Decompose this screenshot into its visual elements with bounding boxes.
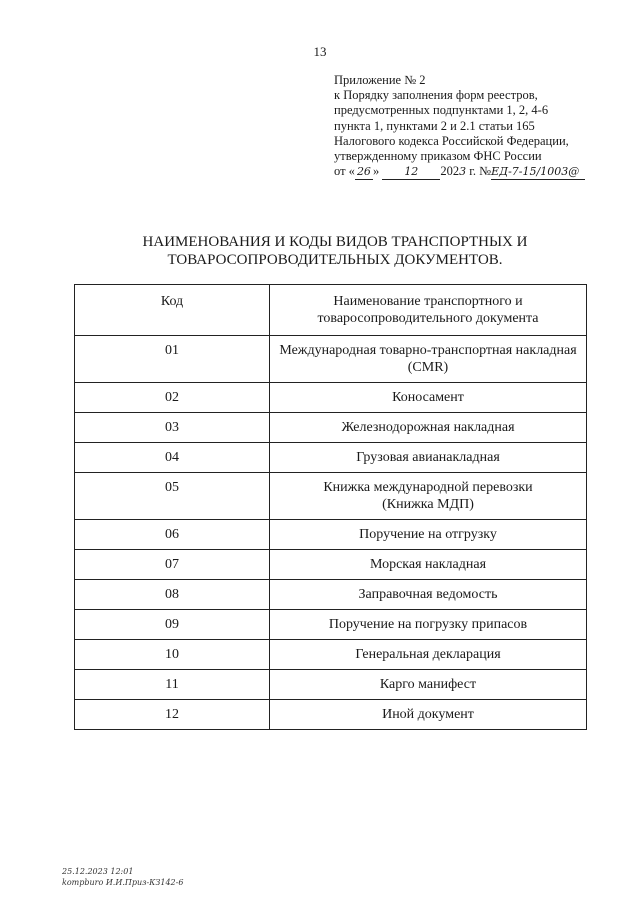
row-name	[270, 336, 587, 383]
appendix-date-line	[334, 164, 634, 180]
row-name-line-2: (CMR)	[407, 360, 449, 375]
title-line-1: НАИМЕНОВАНИЯ И КОДЫ ВИДОВ ТРАНСПОРТНЫХ И	[142, 234, 528, 250]
day-suffix: »	[372, 164, 380, 179]
row-name-line-1: Международная товарно-транспортная накладная	[279, 343, 577, 358]
row-name: Коносамент	[270, 383, 587, 413]
appendix-line-4: пункта 1, пунктами 2 и 2.1 статьи 165	[334, 118, 535, 133]
table-row	[75, 700, 587, 730]
appendix-block	[334, 73, 634, 180]
row-code: 10	[75, 640, 270, 670]
handwritten-year-digit: 3	[459, 165, 467, 179]
row-code: 04	[75, 443, 270, 473]
document-codes-table	[74, 284, 587, 730]
table-row	[75, 640, 587, 670]
row-name: Грузовая авианакладная	[270, 443, 587, 473]
row-code: 06	[75, 520, 270, 550]
row-name-line-2: (Книжка МДП)	[382, 497, 474, 512]
header-name	[270, 285, 587, 336]
header-code: Код	[75, 285, 270, 336]
table-header-row	[75, 285, 587, 336]
appendix-line-2: к Порядку заполнения форм реестров,	[334, 88, 538, 103]
table-row	[75, 670, 587, 700]
row-code: 11	[75, 670, 270, 700]
row-name: Заправочная ведомость	[270, 580, 587, 610]
table-row	[75, 336, 587, 383]
page-number: 13	[313, 44, 327, 59]
row-code: 01	[75, 336, 270, 383]
header-name-line-1: Наименование транспортного и	[333, 294, 523, 309]
footer-reference: kompburo И.И.Приз-КЗ142-6	[62, 878, 184, 887]
row-code: 03	[75, 413, 270, 443]
number-prefix: г. №	[466, 164, 492, 179]
row-name: Карго манифест	[270, 670, 587, 700]
row-name: Иной документ	[270, 700, 587, 730]
row-name: Железнодорожная накладная	[270, 413, 587, 443]
row-code: 07	[75, 550, 270, 580]
row-name: Поручение на отгрузку	[270, 520, 587, 550]
header-name-line-2: товаросопроводительного документа	[317, 311, 539, 326]
row-code: 02	[75, 383, 270, 413]
row-code: 09	[75, 610, 270, 640]
date-prefix: от «	[334, 164, 355, 179]
row-name-line-1: Книжка международной перевозки	[323, 480, 533, 495]
handwritten-month: 12	[382, 164, 440, 180]
row-code: 05	[75, 473, 270, 520]
appendix-line-3: предусмотренных подпунктами 1, 2, 4-6	[334, 103, 549, 118]
row-code: 08	[75, 580, 270, 610]
table-row	[75, 473, 587, 520]
document-title	[0, 233, 640, 269]
appendix-line-1: Приложение № 2	[334, 73, 426, 87]
table-row	[75, 413, 587, 443]
table-row	[75, 550, 587, 580]
footer-timestamp: 25.12.2023 12:01	[62, 867, 134, 876]
table-row	[75, 383, 587, 413]
appendix-line-6: утвержденному приказом ФНС России	[334, 149, 542, 164]
table-row	[75, 580, 587, 610]
appendix-line-5: Налогового кодекса Российской Федерации,	[334, 133, 569, 148]
year-prefix: 202	[440, 164, 460, 179]
row-code: 12	[75, 700, 270, 730]
title-line-2: ТОВАРОСОПРОВОДИТЕЛЬНЫХ ДОКУМЕНТОВ.	[167, 252, 503, 268]
row-name: Поручение на погрузку припасов	[270, 610, 587, 640]
table-row	[75, 520, 587, 550]
table-row	[75, 443, 587, 473]
row-name: Морская накладная	[270, 550, 587, 580]
handwritten-order-number: ЕД-7-15/1003@	[491, 164, 585, 180]
stamp-footer	[62, 866, 183, 888]
row-name: Генеральная декларация	[270, 640, 587, 670]
row-name	[270, 473, 587, 520]
table-row	[75, 610, 587, 640]
handwritten-day: 26	[355, 164, 373, 180]
